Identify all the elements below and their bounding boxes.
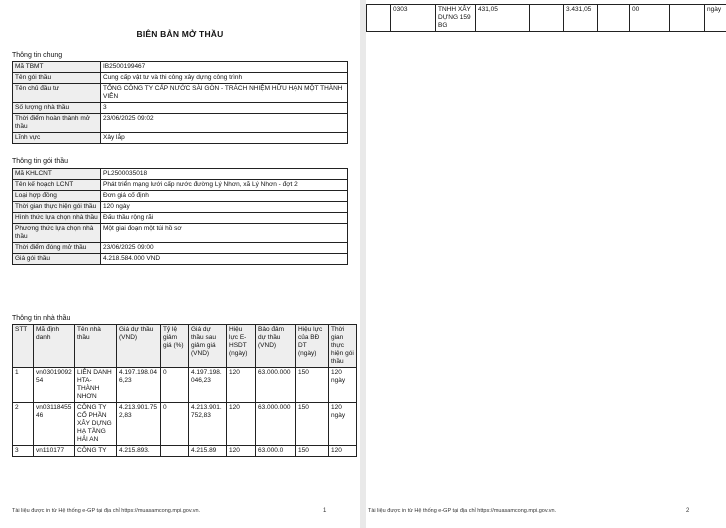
col-header: Hiệu lực E-HSDT (ngày) <box>227 325 256 368</box>
table-row <box>13 103 348 114</box>
col-header: STT <box>13 325 34 368</box>
cell-price-after: 4.213.901.752,83 <box>189 403 227 446</box>
table-row <box>13 73 348 84</box>
cell-validity <box>598 5 630 32</box>
cell-name: CÔNG TY CỔ PHẦN XÂY DỰNG HẠ TẦNG HẢI AN <box>75 403 117 446</box>
bidders-header-row <box>13 325 357 368</box>
cell-validity: 120 <box>227 403 256 446</box>
general-info-table <box>12 61 348 144</box>
cell-id: vn0311845546 <box>34 403 75 446</box>
cell-stt: 2 <box>13 403 34 446</box>
cell-duration: 120 <box>329 446 357 457</box>
bidders-info-label: Thông tin nhà thầu <box>12 315 71 322</box>
table-row <box>13 180 348 191</box>
cell-discount <box>161 446 189 457</box>
cell-price-after: 4.215.89 <box>189 446 227 457</box>
row-label: Tên kế hoạch LCNT <box>13 180 101 191</box>
table-row <box>13 114 348 133</box>
cell-duration: 120 ngày <box>329 368 357 403</box>
cell-validity: 120 <box>227 368 256 403</box>
general-info-label: Thông tin chung <box>12 52 63 59</box>
row-value: IB2500199467 <box>101 62 348 73</box>
col-header: Mã định danh <box>34 325 75 368</box>
row-value: Phát triển mạng lưới cấp nước đường Lý Nhơn, xã Lý Nhơn - đợt 2 <box>101 180 348 191</box>
cell-name: LIÊN DANH HTA-THÀNH NHƠN <box>75 368 117 403</box>
bidders-table <box>12 324 357 457</box>
footer-text: Tài liệu được in từ Hệ thống e-GP tại địa chỉ https://muasamcong.mpi.gov.vn. <box>12 508 201 514</box>
table-row <box>13 62 348 73</box>
table-row <box>13 254 348 265</box>
row-value: 23/06/2025 09:02 <box>101 114 348 133</box>
table-row <box>13 213 348 224</box>
row-value: TỔNG CÔNG TY CẤP NƯỚC SÀI GÒN - TRÁCH NHIỆM HỮU HẠN MỘT THÀNH VIÊN <box>101 84 348 103</box>
table-row <box>13 133 348 144</box>
table-row <box>367 5 726 32</box>
cell-id: vn110177 <box>34 446 75 457</box>
cell-id: vn0301909254 <box>34 368 75 403</box>
row-label: Lĩnh vực <box>13 133 101 144</box>
cell-stt <box>367 5 391 32</box>
cell-guarantee-validity: 150 <box>296 403 329 446</box>
table-row <box>13 224 348 243</box>
table-row <box>13 368 357 403</box>
col-header: Thời gian thực hiện gói thầu <box>329 325 357 368</box>
table-row <box>13 403 357 446</box>
cell-discount <box>530 5 564 32</box>
row-label: Hình thức lựa chọn nhà thầu <box>13 213 101 224</box>
cell-bid-price: 4.215.893. <box>117 446 161 457</box>
table-row <box>13 169 348 180</box>
cell-guarantee-validity: 150 <box>296 368 329 403</box>
page-2 <box>366 0 726 528</box>
cell-name: TNHH XÂY DỰNG 159 BG <box>436 5 476 32</box>
cell-bid-price: 4.213.901.752,83 <box>117 403 161 446</box>
cell-price-after: 3.431,05 <box>564 5 598 32</box>
col-header: Tên nhà thầu <box>75 325 117 368</box>
row-label: Loại hợp đồng <box>13 191 101 202</box>
cell-bid-price: 4.197.198.046,23 <box>117 368 161 403</box>
cell-guarantee: 63.000.0 <box>256 446 296 457</box>
row-label: Thời điểm đóng mở thầu <box>13 243 101 254</box>
col-header: Giá dự thầu sau giảm giá (VND) <box>189 325 227 368</box>
cell-guarantee: 63.000.000 <box>256 368 296 403</box>
table-row <box>13 446 357 457</box>
cell-name: CÔNG TY <box>75 446 117 457</box>
cell-guarantee: 00 <box>630 5 670 32</box>
cell-stt: 1 <box>13 368 34 403</box>
cell-validity: 120 <box>227 446 256 457</box>
page-number: 1 <box>323 508 327 514</box>
cell-bid-price: 431,05 <box>476 5 530 32</box>
row-label: Thời gian thực hiện gói thầu <box>13 202 101 213</box>
row-value: Đấu thầu rộng rãi <box>101 213 348 224</box>
cell-duration: 120 ngày <box>329 403 357 446</box>
row-value: PL2500035018 <box>101 169 348 180</box>
footer-text: Tài liệu được in từ Hệ thống e-GP tại địa chỉ https://muasamcong.mpi.gov.vn. <box>368 508 557 514</box>
cell-discount: 0 <box>161 368 189 403</box>
package-info-label: Thông tin gói thầu <box>12 158 69 165</box>
row-value: 3 <box>101 103 348 114</box>
row-label: Tên chủ đầu tư <box>13 84 101 103</box>
cell-guarantee-validity <box>670 5 705 32</box>
row-label: Số lượng nhà thầu <box>13 103 101 114</box>
table-row <box>13 84 348 103</box>
cell-guarantee-validity: 150 <box>296 446 329 457</box>
col-header: Bảo đảm dự thầu (VND) <box>256 325 296 368</box>
row-value: Cung cấp vật tư và thi công xây dựng công trình <box>101 73 348 84</box>
row-value: Xây lắp <box>101 133 348 144</box>
row-label: Tên gói thầu <box>13 73 101 84</box>
package-info-table <box>12 168 348 265</box>
document-title: BIÊN BẢN MỞ THẦU <box>136 29 224 39</box>
table-row <box>13 243 348 254</box>
page-1 <box>0 0 360 528</box>
cell-guarantee: 63.000.000 <box>256 403 296 446</box>
col-header: Tỷ lệ giảm giá (%) <box>161 325 189 368</box>
row-label: Phương thức lựa chọn nhà thầu <box>13 224 101 243</box>
page-number: 2 <box>686 508 690 514</box>
bidders-table-continued <box>366 4 726 32</box>
col-header: Giá dự thầu (VND) <box>117 325 161 368</box>
row-label: Giá gói thầu <box>13 254 101 265</box>
table-row <box>13 191 348 202</box>
table-row <box>13 202 348 213</box>
cell-duration: ngày <box>705 5 726 32</box>
row-label: Mã KHLCNT <box>13 169 101 180</box>
cell-discount: 0 <box>161 403 189 446</box>
row-value: 120 ngày <box>101 202 348 213</box>
row-value: 23/06/2025 09:00 <box>101 243 348 254</box>
cell-id: 0303 <box>391 5 436 32</box>
row-label: Thời điểm hoàn thành mở thầu <box>13 114 101 133</box>
row-label: Mã TBMT <box>13 62 101 73</box>
cell-price-after: 4.197.198.046,23 <box>189 368 227 403</box>
row-value: Đơn giá cố định <box>101 191 348 202</box>
cell-stt: 3 <box>13 446 34 457</box>
row-value: Một giai đoạn một túi hồ sơ <box>101 224 348 243</box>
col-header: Hiệu lực của BĐ DT (ngày) <box>296 325 329 368</box>
row-value: 4.218.584.000 VND <box>101 254 348 265</box>
